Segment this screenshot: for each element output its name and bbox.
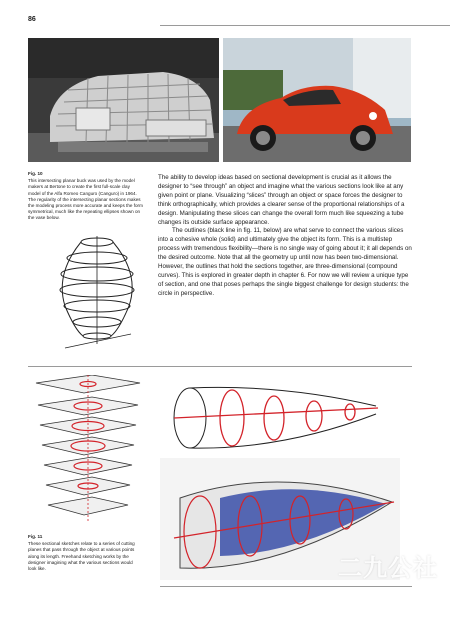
top-rule	[160, 25, 450, 26]
figure-divider-rule	[28, 366, 412, 367]
body-text	[158, 174, 412, 299]
body-paragraph-2: The outlines (black line in fig. 11, below) are what serve to connect the various slices into a cohesive whole (solid) and ultimately give the object its form. This is a multistep process with tremendous flexibility—there is no single way of going about it; it all depends on the desired outcome. Note that all the geometry up until now has been two-dimensional. However, the outlines that hold the sections together, are three-dimensional (compound curves). This is explored in greater depth in chapter 6. For now we will review a unique type of section, and one that poses perhaps the single biggest challenge for design students: the circle in perspective.	[158, 227, 412, 297]
figure-11-label: Fig. 11	[28, 534, 43, 539]
vase-drawing	[55, 230, 140, 358]
figure-10-label: Fig. 10	[28, 171, 43, 176]
planar-buck-photo	[28, 38, 219, 162]
body-paragraph-1: The ability to develop ideas based on sectional development is crucial as it allows the designer to “see through” an object and imagine what the various sections look like at any given point or plane. Visualizing “slices” through an object or space forces the designer to think orthographically, which provides a clearer sense of the proportional relationships of a design. Manipulating these slices can change the overall form much like squeezing a tube changes its outside surface appearance.	[158, 174, 405, 226]
sectional-sketch	[162, 378, 384, 454]
page-number: 86	[28, 16, 36, 23]
watermark-text: 二九公社	[338, 554, 438, 582]
alfa-romeo-canguro-photo	[223, 38, 411, 162]
figure-11-caption: These sectional sketches relate to a series of cutting planes that pass through the object at various points along its length. Freehand sketching works by the designer imagining what the various sections would look like.	[28, 541, 135, 572]
cutting-planes-drawing	[28, 375, 148, 523]
figure-10-caption: This intersecting planar buck was used by the model makers at Bertone to create the first full-scale clay model of the Alfa Romeo Canguro (Canguro) in 1964. The regularity of the intersecting planar sections makes the modeling process more accurate and keeps the form symmetrical, much like the repeating ellipses shown on the vase below.	[28, 178, 143, 221]
bottom-rule	[160, 586, 412, 587]
figure-11-caption-block	[28, 534, 140, 572]
figure-10-caption-block	[28, 171, 143, 222]
